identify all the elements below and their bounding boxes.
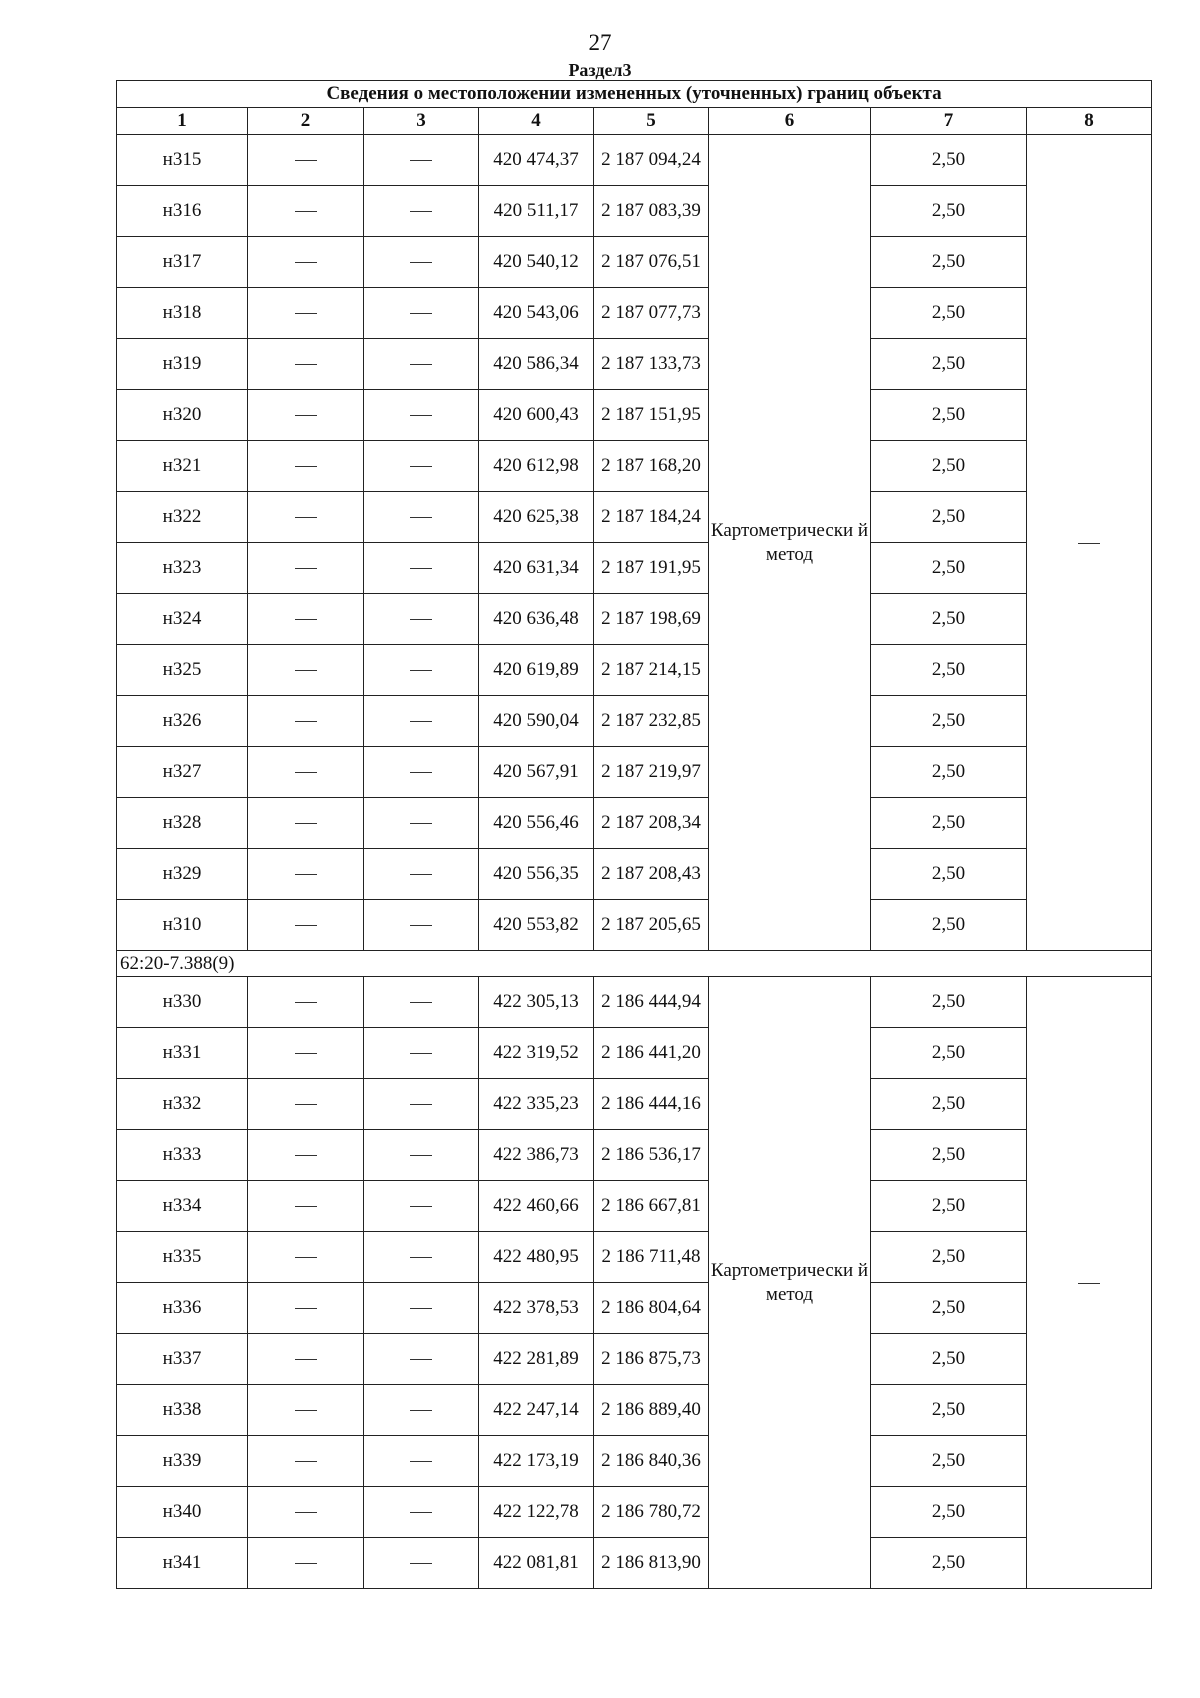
col3-dash-cell — [364, 135, 479, 186]
point-name-cell: н330 — [117, 977, 248, 1028]
table-row — [117, 1181, 1152, 1232]
col2-dash-cell — [248, 135, 364, 186]
table-row — [117, 492, 1152, 543]
y-coordinate-cell: 2 187 076,51 — [594, 237, 709, 288]
col3-dash-cell — [364, 977, 479, 1028]
dash-mark — [1078, 1283, 1100, 1284]
x-coordinate-cell: 420 631,34 — [479, 543, 594, 594]
dash-mark — [410, 1410, 432, 1411]
col3-dash-cell — [364, 1487, 479, 1538]
table-row — [117, 1436, 1152, 1487]
x-coordinate-cell: 422 319,52 — [479, 1028, 594, 1079]
point-name-cell: н326 — [117, 696, 248, 747]
accuracy-cell: 2,50 — [871, 1028, 1027, 1079]
point-name-cell: н317 — [117, 237, 248, 288]
point-name-cell: н331 — [117, 1028, 248, 1079]
page-number: 27 — [588, 30, 612, 55]
col3-dash-cell — [364, 1538, 479, 1589]
x-coordinate-cell: 420 567,91 — [479, 747, 594, 798]
x-coordinate-cell: 420 474,37 — [479, 135, 594, 186]
col2-dash-cell — [248, 1181, 364, 1232]
point-name-cell: н324 — [117, 594, 248, 645]
accuracy-cell: 2,50 — [871, 1436, 1027, 1487]
table-row — [117, 696, 1152, 747]
col3-dash-cell — [364, 1232, 479, 1283]
col2-dash-cell — [248, 977, 364, 1028]
col2-dash-cell — [248, 186, 364, 237]
col3-dash-cell — [364, 1028, 479, 1079]
x-coordinate-cell: 420 600,43 — [479, 390, 594, 441]
col3-dash-cell — [364, 1181, 479, 1232]
dash-mark — [295, 364, 317, 365]
table-row — [117, 288, 1152, 339]
boundary-table — [116, 80, 1152, 1589]
col2-dash-cell — [248, 747, 364, 798]
table-row — [117, 186, 1152, 237]
col3-dash-cell — [364, 1079, 479, 1130]
accuracy-cell: 2,50 — [871, 1232, 1027, 1283]
table-row — [117, 1232, 1152, 1283]
dash-mark — [410, 1461, 432, 1462]
point-name-cell: н310 — [117, 900, 248, 951]
y-coordinate-cell: 2 186 875,73 — [594, 1334, 709, 1385]
dash-mark — [410, 160, 432, 161]
accuracy-cell: 2,50 — [871, 135, 1027, 186]
dash-mark — [295, 211, 317, 212]
y-coordinate-cell: 2 186 444,94 — [594, 977, 709, 1028]
dash-mark — [295, 517, 317, 518]
y-coordinate-cell: 2 187 198,69 — [594, 594, 709, 645]
point-name-cell: н319 — [117, 339, 248, 390]
point-name-cell: н316 — [117, 186, 248, 237]
x-coordinate-cell: 420 590,04 — [479, 696, 594, 747]
dash-mark — [295, 415, 317, 416]
dash-mark — [295, 925, 317, 926]
col2-dash-cell — [248, 798, 364, 849]
accuracy-cell: 2,50 — [871, 339, 1027, 390]
column-number-7: 7 — [871, 108, 1027, 135]
table-row — [117, 645, 1152, 696]
col2-dash-cell — [248, 1130, 364, 1181]
column-number-1: 1 — [117, 108, 248, 135]
y-coordinate-cell: 2 187 219,97 — [594, 747, 709, 798]
dash-mark — [295, 1563, 317, 1564]
x-coordinate-cell: 420 553,82 — [479, 900, 594, 951]
table-row — [117, 1487, 1152, 1538]
point-name-cell: н320 — [117, 390, 248, 441]
table-heading: Сведения о местоположении измененных (уточненных) границ объекта — [117, 81, 1152, 108]
col2-dash-cell — [248, 849, 364, 900]
point-name-cell: н325 — [117, 645, 248, 696]
table-row — [117, 543, 1152, 594]
col3-dash-cell — [364, 1436, 479, 1487]
dash-mark — [410, 364, 432, 365]
x-coordinate-cell: 420 619,89 — [479, 645, 594, 696]
col3-dash-cell — [364, 1283, 479, 1334]
col2-dash-cell — [248, 1385, 364, 1436]
col2-dash-cell — [248, 1334, 364, 1385]
accuracy-cell: 2,50 — [871, 543, 1027, 594]
dash-mark — [410, 1257, 432, 1258]
x-coordinate-cell: 420 540,12 — [479, 237, 594, 288]
accuracy-cell: 2,50 — [871, 977, 1027, 1028]
dash-mark — [295, 670, 317, 671]
y-coordinate-cell: 2 187 184,24 — [594, 492, 709, 543]
accuracy-cell: 2,50 — [871, 288, 1027, 339]
col8-dash-cell — [1027, 135, 1152, 951]
y-coordinate-cell: 2 187 094,24 — [594, 135, 709, 186]
col2-dash-cell — [248, 1232, 364, 1283]
col2-dash-cell — [248, 1028, 364, 1079]
accuracy-cell: 2,50 — [871, 900, 1027, 951]
dash-mark — [295, 1002, 317, 1003]
table-row — [117, 1028, 1152, 1079]
accuracy-cell: 2,50 — [871, 441, 1027, 492]
point-name-cell: н333 — [117, 1130, 248, 1181]
dash-mark — [295, 1410, 317, 1411]
col3-dash-cell — [364, 747, 479, 798]
dash-mark — [295, 1104, 317, 1105]
parcel-number-label: 62:20-7.388(9) — [117, 951, 1152, 977]
col2-dash-cell — [248, 900, 364, 951]
table-row — [117, 390, 1152, 441]
table-row — [117, 441, 1152, 492]
dash-mark — [410, 1359, 432, 1360]
x-coordinate-cell: 420 612,98 — [479, 441, 594, 492]
dash-mark — [295, 466, 317, 467]
dash-mark — [410, 313, 432, 314]
dash-mark — [410, 1512, 432, 1513]
dash-mark — [410, 619, 432, 620]
col2-dash-cell — [248, 1538, 364, 1589]
method-cell: Картометрически й метод — [709, 977, 871, 1589]
column-number-3: 3 — [364, 108, 479, 135]
table-row — [117, 900, 1152, 951]
table-row — [117, 1334, 1152, 1385]
column-number-2: 2 — [248, 108, 364, 135]
accuracy-cell: 2,50 — [871, 1538, 1027, 1589]
dash-mark — [410, 1155, 432, 1156]
point-name-cell: н338 — [117, 1385, 248, 1436]
accuracy-cell: 2,50 — [871, 849, 1027, 900]
accuracy-cell: 2,50 — [871, 1385, 1027, 1436]
table-row — [117, 977, 1152, 1028]
x-coordinate-cell: 422 378,53 — [479, 1283, 594, 1334]
point-name-cell: н328 — [117, 798, 248, 849]
col2-dash-cell — [248, 1079, 364, 1130]
col2-dash-cell — [248, 237, 364, 288]
col3-dash-cell — [364, 339, 479, 390]
table-row — [117, 237, 1152, 288]
dash-mark — [410, 1104, 432, 1105]
table-row — [117, 798, 1152, 849]
dash-mark — [295, 823, 317, 824]
parcel-separator-row — [117, 951, 1152, 977]
col3-dash-cell — [364, 849, 479, 900]
table-row — [117, 1283, 1152, 1334]
col3-dash-cell — [364, 1334, 479, 1385]
x-coordinate-cell: 420 556,46 — [479, 798, 594, 849]
x-coordinate-cell: 422 081,81 — [479, 1538, 594, 1589]
dash-mark — [295, 1257, 317, 1258]
point-name-cell: н336 — [117, 1283, 248, 1334]
x-coordinate-cell: 422 335,23 — [479, 1079, 594, 1130]
column-number-row — [117, 108, 1152, 135]
table-row — [117, 135, 1152, 186]
dash-mark — [295, 1308, 317, 1309]
col3-dash-cell — [364, 390, 479, 441]
col2-dash-cell — [248, 339, 364, 390]
dash-mark — [410, 211, 432, 212]
point-name-cell: н329 — [117, 849, 248, 900]
dash-mark — [295, 619, 317, 620]
y-coordinate-cell: 2 187 214,15 — [594, 645, 709, 696]
y-coordinate-cell: 2 186 444,16 — [594, 1079, 709, 1130]
col3-dash-cell — [364, 645, 479, 696]
table-row — [117, 1079, 1152, 1130]
y-coordinate-cell: 2 186 804,64 — [594, 1283, 709, 1334]
col3-dash-cell — [364, 1130, 479, 1181]
x-coordinate-cell: 422 386,73 — [479, 1130, 594, 1181]
dash-mark — [295, 313, 317, 314]
dash-mark — [295, 1206, 317, 1207]
col3-dash-cell — [364, 1385, 479, 1436]
point-name-cell: н322 — [117, 492, 248, 543]
col2-dash-cell — [248, 645, 364, 696]
dash-mark — [295, 1461, 317, 1462]
dash-mark — [295, 568, 317, 569]
accuracy-cell: 2,50 — [871, 1130, 1027, 1181]
y-coordinate-cell: 2 186 813,90 — [594, 1538, 709, 1589]
table-row — [117, 1130, 1152, 1181]
table-row — [117, 747, 1152, 798]
dash-mark — [410, 670, 432, 671]
point-name-cell: н340 — [117, 1487, 248, 1538]
dash-mark — [410, 772, 432, 773]
dash-mark — [295, 262, 317, 263]
col3-dash-cell — [364, 288, 479, 339]
col2-dash-cell — [248, 288, 364, 339]
x-coordinate-cell: 422 281,89 — [479, 1334, 594, 1385]
dash-mark — [410, 925, 432, 926]
accuracy-cell: 2,50 — [871, 237, 1027, 288]
col3-dash-cell — [364, 441, 479, 492]
section-title: Раздел3 — [568, 60, 632, 80]
accuracy-cell: 2,50 — [871, 186, 1027, 237]
y-coordinate-cell: 2 187 205,65 — [594, 900, 709, 951]
y-coordinate-cell: 2 187 191,95 — [594, 543, 709, 594]
point-name-cell: н315 — [117, 135, 248, 186]
dash-mark — [410, 568, 432, 569]
accuracy-cell: 2,50 — [871, 747, 1027, 798]
method-cell: Картометрически й метод — [709, 135, 871, 951]
column-number-6: 6 — [709, 108, 871, 135]
dash-mark — [295, 772, 317, 773]
x-coordinate-cell: 422 460,66 — [479, 1181, 594, 1232]
x-coordinate-cell: 420 556,35 — [479, 849, 594, 900]
y-coordinate-cell: 2 187 151,95 — [594, 390, 709, 441]
dash-mark — [295, 1359, 317, 1360]
point-name-cell: н334 — [117, 1181, 248, 1232]
x-coordinate-cell: 422 247,14 — [479, 1385, 594, 1436]
point-name-cell: н335 — [117, 1232, 248, 1283]
col2-dash-cell — [248, 543, 364, 594]
dash-mark — [410, 466, 432, 467]
point-name-cell: н341 — [117, 1538, 248, 1589]
y-coordinate-cell: 2 187 168,20 — [594, 441, 709, 492]
x-coordinate-cell: 420 586,34 — [479, 339, 594, 390]
point-name-cell: н321 — [117, 441, 248, 492]
y-coordinate-cell: 2 186 711,48 — [594, 1232, 709, 1283]
table-row — [117, 1538, 1152, 1589]
y-coordinate-cell: 2 186 667,81 — [594, 1181, 709, 1232]
col8-dash-cell — [1027, 977, 1152, 1589]
accuracy-cell: 2,50 — [871, 696, 1027, 747]
col2-dash-cell — [248, 441, 364, 492]
accuracy-cell: 2,50 — [871, 645, 1027, 696]
col2-dash-cell — [248, 696, 364, 747]
dash-mark — [295, 1155, 317, 1156]
dash-mark — [295, 1512, 317, 1513]
dash-mark — [410, 262, 432, 263]
point-name-cell: н318 — [117, 288, 248, 339]
y-coordinate-cell: 2 187 208,34 — [594, 798, 709, 849]
column-number-4: 4 — [479, 108, 594, 135]
accuracy-cell: 2,50 — [871, 390, 1027, 441]
x-coordinate-cell: 422 305,13 — [479, 977, 594, 1028]
dash-mark — [410, 1002, 432, 1003]
y-coordinate-cell: 2 186 441,20 — [594, 1028, 709, 1079]
x-coordinate-cell: 422 480,95 — [479, 1232, 594, 1283]
col3-dash-cell — [364, 237, 479, 288]
column-number-5: 5 — [594, 108, 709, 135]
table-row — [117, 594, 1152, 645]
y-coordinate-cell: 2 187 232,85 — [594, 696, 709, 747]
col3-dash-cell — [364, 186, 479, 237]
col2-dash-cell — [248, 1436, 364, 1487]
dash-mark — [410, 1308, 432, 1309]
col2-dash-cell — [248, 390, 364, 441]
table-row — [117, 339, 1152, 390]
dash-mark — [410, 874, 432, 875]
column-number-8: 8 — [1027, 108, 1152, 135]
dash-mark — [410, 721, 432, 722]
accuracy-cell: 2,50 — [871, 798, 1027, 849]
accuracy-cell: 2,50 — [871, 1334, 1027, 1385]
y-coordinate-cell: 2 187 077,73 — [594, 288, 709, 339]
y-coordinate-cell: 2 186 536,17 — [594, 1130, 709, 1181]
dash-mark — [410, 1053, 432, 1054]
accuracy-cell: 2,50 — [871, 1181, 1027, 1232]
col3-dash-cell — [364, 900, 479, 951]
accuracy-cell: 2,50 — [871, 1079, 1027, 1130]
x-coordinate-cell: 420 625,38 — [479, 492, 594, 543]
point-name-cell: н327 — [117, 747, 248, 798]
dash-mark — [295, 1053, 317, 1054]
y-coordinate-cell: 2 186 840,36 — [594, 1436, 709, 1487]
col2-dash-cell — [248, 1487, 364, 1538]
dash-mark — [410, 823, 432, 824]
point-name-cell: н323 — [117, 543, 248, 594]
x-coordinate-cell: 420 511,17 — [479, 186, 594, 237]
col2-dash-cell — [248, 1283, 364, 1334]
col3-dash-cell — [364, 594, 479, 645]
dash-mark — [295, 721, 317, 722]
y-coordinate-cell: 2 187 208,43 — [594, 849, 709, 900]
accuracy-cell: 2,50 — [871, 594, 1027, 645]
point-name-cell: н337 — [117, 1334, 248, 1385]
col3-dash-cell — [364, 492, 479, 543]
x-coordinate-cell: 420 543,06 — [479, 288, 594, 339]
dash-mark — [295, 874, 317, 875]
table-row — [117, 849, 1152, 900]
dash-mark — [410, 415, 432, 416]
col3-dash-cell — [364, 798, 479, 849]
y-coordinate-cell: 2 187 133,73 — [594, 339, 709, 390]
x-coordinate-cell: 422 173,19 — [479, 1436, 594, 1487]
x-coordinate-cell: 420 636,48 — [479, 594, 594, 645]
y-coordinate-cell: 2 187 083,39 — [594, 186, 709, 237]
table-row — [117, 1385, 1152, 1436]
dash-mark — [410, 1206, 432, 1207]
accuracy-cell: 2,50 — [871, 1487, 1027, 1538]
dash-mark — [1078, 543, 1100, 544]
col3-dash-cell — [364, 696, 479, 747]
dash-mark — [410, 517, 432, 518]
accuracy-cell: 2,50 — [871, 1283, 1027, 1334]
col2-dash-cell — [248, 492, 364, 543]
dash-mark — [410, 1563, 432, 1564]
col3-dash-cell — [364, 543, 479, 594]
col2-dash-cell — [248, 594, 364, 645]
y-coordinate-cell: 2 186 780,72 — [594, 1487, 709, 1538]
y-coordinate-cell: 2 186 889,40 — [594, 1385, 709, 1436]
dash-mark — [295, 160, 317, 161]
x-coordinate-cell: 422 122,78 — [479, 1487, 594, 1538]
point-name-cell: н339 — [117, 1436, 248, 1487]
point-name-cell: н332 — [117, 1079, 248, 1130]
accuracy-cell: 2,50 — [871, 492, 1027, 543]
